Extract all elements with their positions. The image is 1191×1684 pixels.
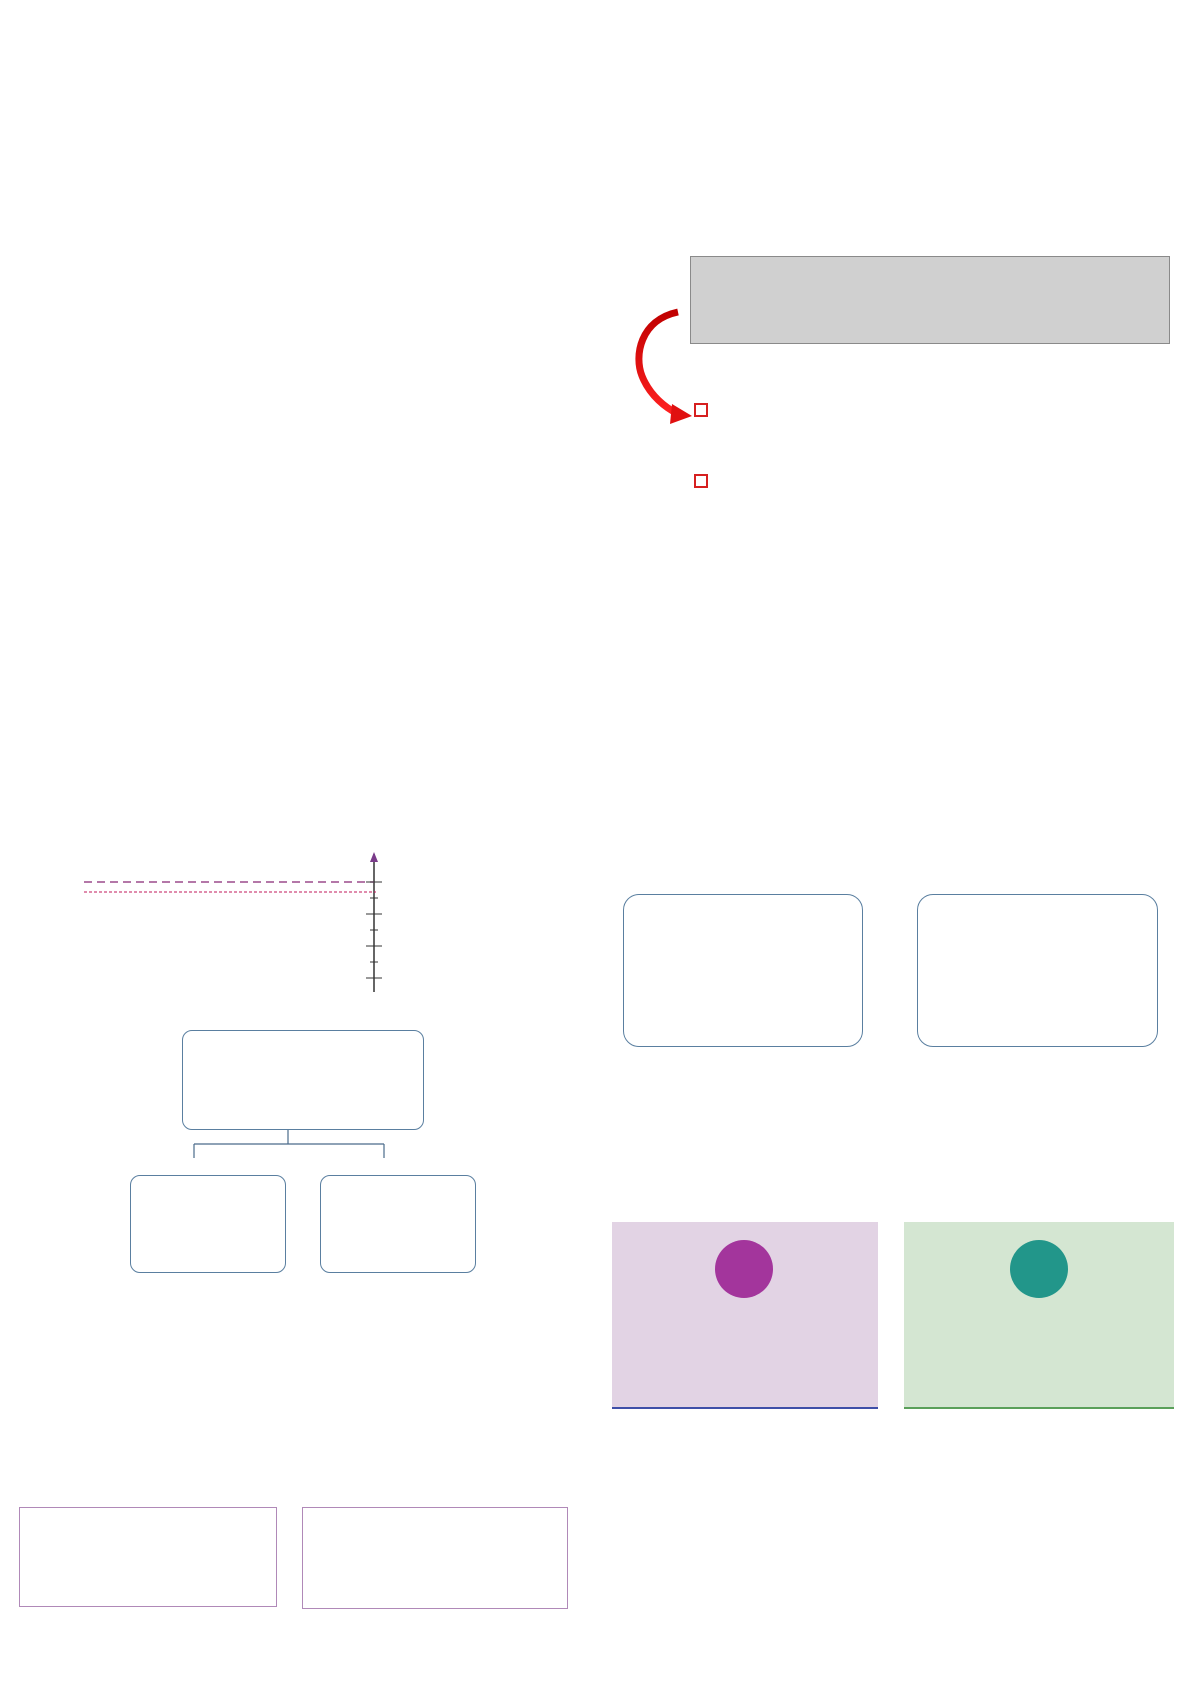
scale-svg: [84, 850, 534, 1000]
card-agc: [904, 1222, 1174, 1409]
audiogram-top: [54, 312, 314, 522]
number-2-badge: [1010, 1240, 1068, 1298]
square-bullet-icon: [694, 474, 708, 488]
square-bullet-icon: [694, 403, 708, 417]
tree-left-box: [130, 1175, 286, 1273]
card-compression: [612, 1222, 878, 1409]
compressor-estapedio-box: [19, 1507, 277, 1607]
audiogram-bottom-svg: [282, 516, 542, 708]
curved-arrow-icon: [620, 306, 700, 430]
discomfort-scale: [84, 850, 534, 1000]
system-box-2: [917, 894, 1158, 1047]
system-box-1: [623, 894, 863, 1047]
compressor-coclear-box: [302, 1507, 568, 1609]
bullet-conforto: [694, 392, 1174, 473]
audiogram-top-svg: [54, 312, 314, 522]
bullet-protecao: [694, 472, 731, 495]
number-1-badge: [715, 1240, 773, 1298]
intensity-box: [690, 256, 1170, 344]
tree-connectors: [180, 1130, 400, 1170]
tree-root-box: [182, 1030, 424, 1130]
audiogram-bottom: [282, 516, 542, 708]
tree-right-box: [320, 1175, 476, 1273]
